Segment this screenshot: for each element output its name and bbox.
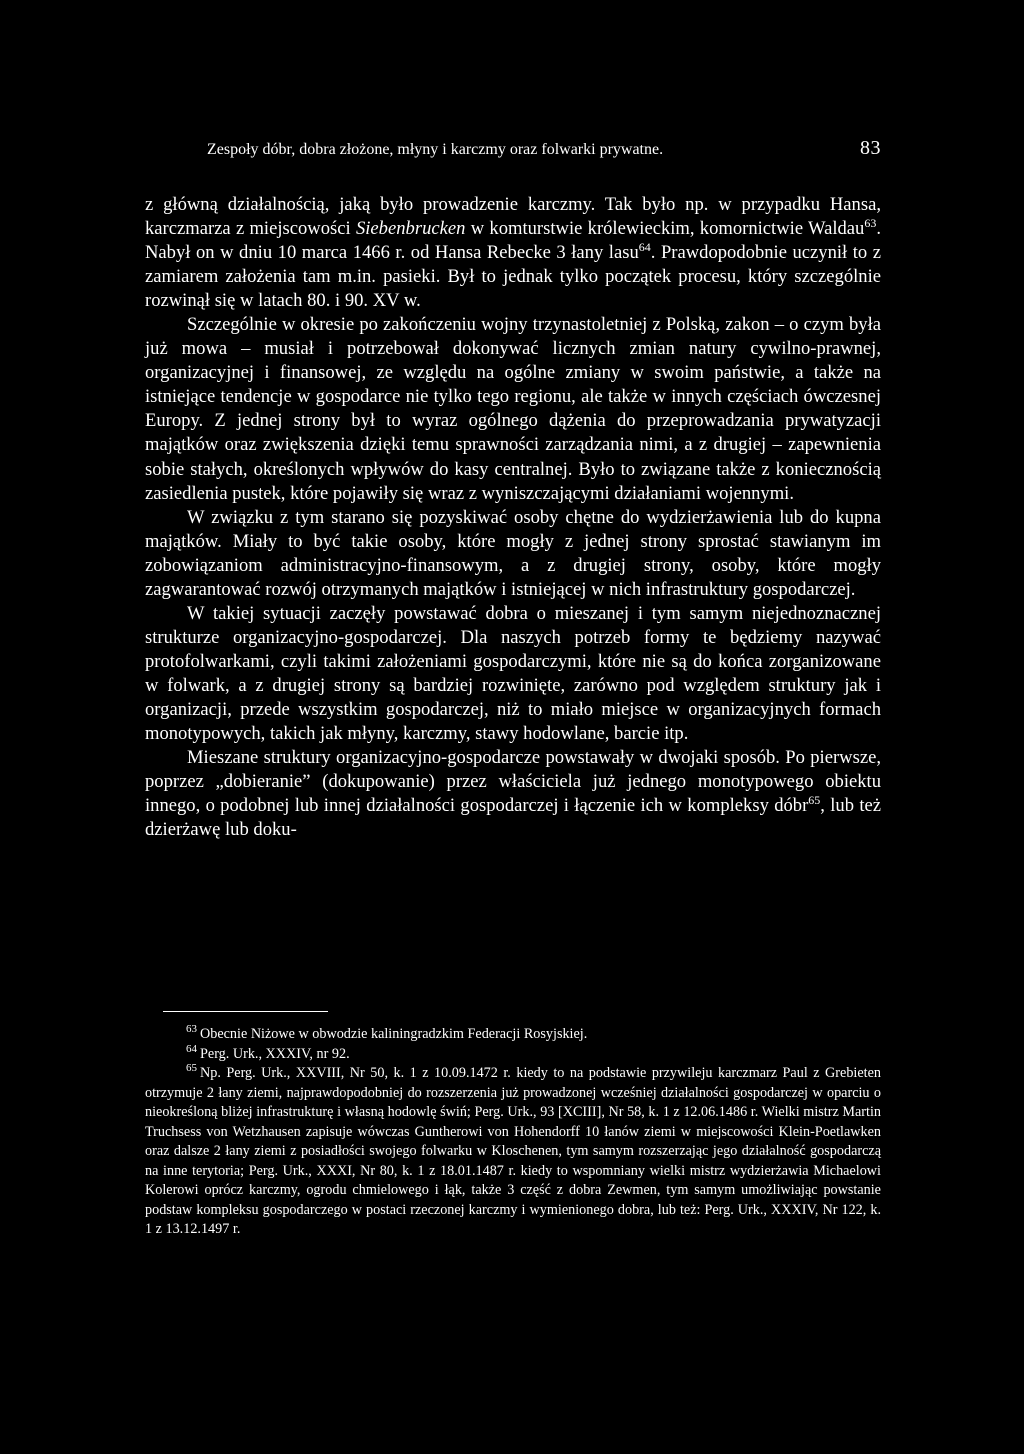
footnote-ref-64[interactable]: 64 — [638, 239, 651, 254]
footnote-separator — [163, 1011, 328, 1012]
footnote-text: Obecnie Niżowe w obwodzie kaliningradzkim Federacji Rosyjskiej. — [200, 1026, 588, 1042]
paragraph-1 — [145, 193, 881, 313]
p1-text-a: z główną działalnością, jaką było prowadzenie karczmy. Tak było np. w przypadku Hansa, karczmarza z miejscowości — [145, 194, 881, 240]
main-text — [145, 193, 881, 842]
footnote-ref-63[interactable]: 63 — [864, 215, 877, 230]
footnote-64 — [145, 1042, 881, 1065]
footnote-65 — [145, 1064, 881, 1240]
p5-text-a: Mieszane struktury organizacyjno-gospodarcze powstawały w dwojaki sposób. Po pierwsze, poprzez „dobieranie” (dokupowanie) przez właściciela już jednego monotypowego obiektu innego, o podobnej lub innej działalności gospodarczej i łączenie ich w kompleksy dóbr — [145, 747, 881, 817]
paragraph-4: W takiej sytuacji zaczęły powstawać dobra o mieszanej i tym samym niejednoznacznej strukturze organizacyjno-gospodarczej. Dla naszych potrzeb formy te będziemy nazywać protofolwarkami, czyli takimi założeniami gospodarczymi, które nie są do końca zorganizowane w folwark, a z drugiej strony są bardziej rozwinięte, zarówno pod względem struktury jak i organizacji, przede wszystkim gospodarczej, niż to miało miejsce w organizacyjnych formach monotypowych, takich jak młyny, karczmy, stawy hodowlane, barcie itp. — [145, 602, 881, 745]
footnotes — [145, 1025, 881, 1240]
paragraph-3: W związku z tym starano się pozyskiwać osoby chętne do wydzierżawienia lub do kupna majątków. Miały to być takie osoby, które mogły z jednej strony sprostać stawianym im zobowiązaniom administracyjno-finansowym, a z drugiej strony, osoby, które mogły zagwarantować rozwój otrzymanych majątków i istniejącej w nich infrastruktury gospodarczej. — [145, 506, 881, 600]
footnote-mark: 63 — [186, 1023, 197, 1036]
p1-text-b: w komturstwie królewieckim, komornictwie Waldau — [465, 218, 865, 240]
footnote-ref-65[interactable]: 65 — [808, 792, 821, 807]
paragraph-2: Szczególnie w okresie po zakończeniu wojny trzynastoletniej z Polską, zakon – o czym była już mowa – musiał i potrzebował dokonywać licznych zmian natury cywilno-prawnej, organizacyjnej i finansowej, ze względu na ogólne zmiany w swoim państwie, a także na istniejące tendencje w gospodarce nie tylko tego regionu, ale także w innych częściach ówczesnej Europy. Z jednej strony był to wyraz ogólnego dążenia do przeprowadzania prywatyzacji majątków oraz zwiększenia dzięki temu sprawności zarządzania nimi, a z drugiej – zapewnienia sobie stałych, określonych wpływów do kasy centralnej. Było to związane także z koniecznością zasiedlenia pustek, które pojawiły się wraz z wyniszczającymi działaniami wojennymi. — [145, 314, 881, 504]
footnote-mark: 64 — [186, 1042, 197, 1055]
p1-text-c: . Nabył on w dniu 10 marca 1466 r. od Hansa Rebecke 3 łany lasu — [145, 218, 881, 264]
footnote-text: Perg. Urk., XXXIV, nr 92. — [200, 1045, 350, 1062]
p1-text-d: . Prawdopodobnie uczynił to z zamiarem założenia tam m.in. pasieki. Był to jednak tylko początek procesu, który szczególnie rozwinął się w latach 80. i 90. XV w. — [145, 242, 881, 312]
footnote-text: Np. Perg. Urk., XXVIII, Nr 50, k. 1 z 10.09.1472 r. kiedy to na podstawie przywileju karczmarz Paul z Grebieten otrzymuje 2 łany ziemi, najprawdopodobniej do rozszerzenia już prowadzonej wcześniej działalności gospodarczej w oparciu o nieokreśloną bliżej infrastrukturę i własną hodowlę świń; Perg. Urk., 93 [XCIII], Nr 58, k. 1 z 12.06.1486 r. Wielki mistrz Martin Truchsess von Wetzhausen zapisuje wówczas Guntherowi von Hohendorff 10 łanów ziemi w miejscowości Klein-Poetlawken oraz dalsze 2 łany ziemi z posiadłości swojego folwarku w Kloschenen, tym samym rozszerzając jego działalność gospodarczą na inne terytoria; Perg. Urk., XXXI, Nr 80, k. 1 z 18.01.1487 r. kiedy to wspomniany wielki mistrz wydzierżawia Michaelowi Kolerowi oprócz karczmy, ogrodu chmielowego i łąk, także 3 część z dobra Zewmen, tym samym umożliwiając powstanie podstaw kompleksu gospodarczego w postaci rzeczonej karczmy i wymienionego dobra, lub też: Perg. Urk., XXXIV, Nr 122, k. 1 z 13.12.1497 r. — [145, 1065, 881, 1237]
running-header — [207, 137, 881, 160]
footnote-mark: 65 — [186, 1062, 197, 1075]
page-number: 83 — [860, 137, 881, 159]
running-title: Zespoły dóbr, dobra złożone, młyny i karczmy oraz folwarki prywatne. — [207, 141, 664, 158]
place-name-italic: Siebenbrucken — [355, 218, 466, 240]
paragraph-5 — [145, 746, 881, 842]
footnote-63 — [145, 1025, 881, 1045]
p5-text-b: , lub też dzierżawę lub doku- — [145, 795, 881, 841]
